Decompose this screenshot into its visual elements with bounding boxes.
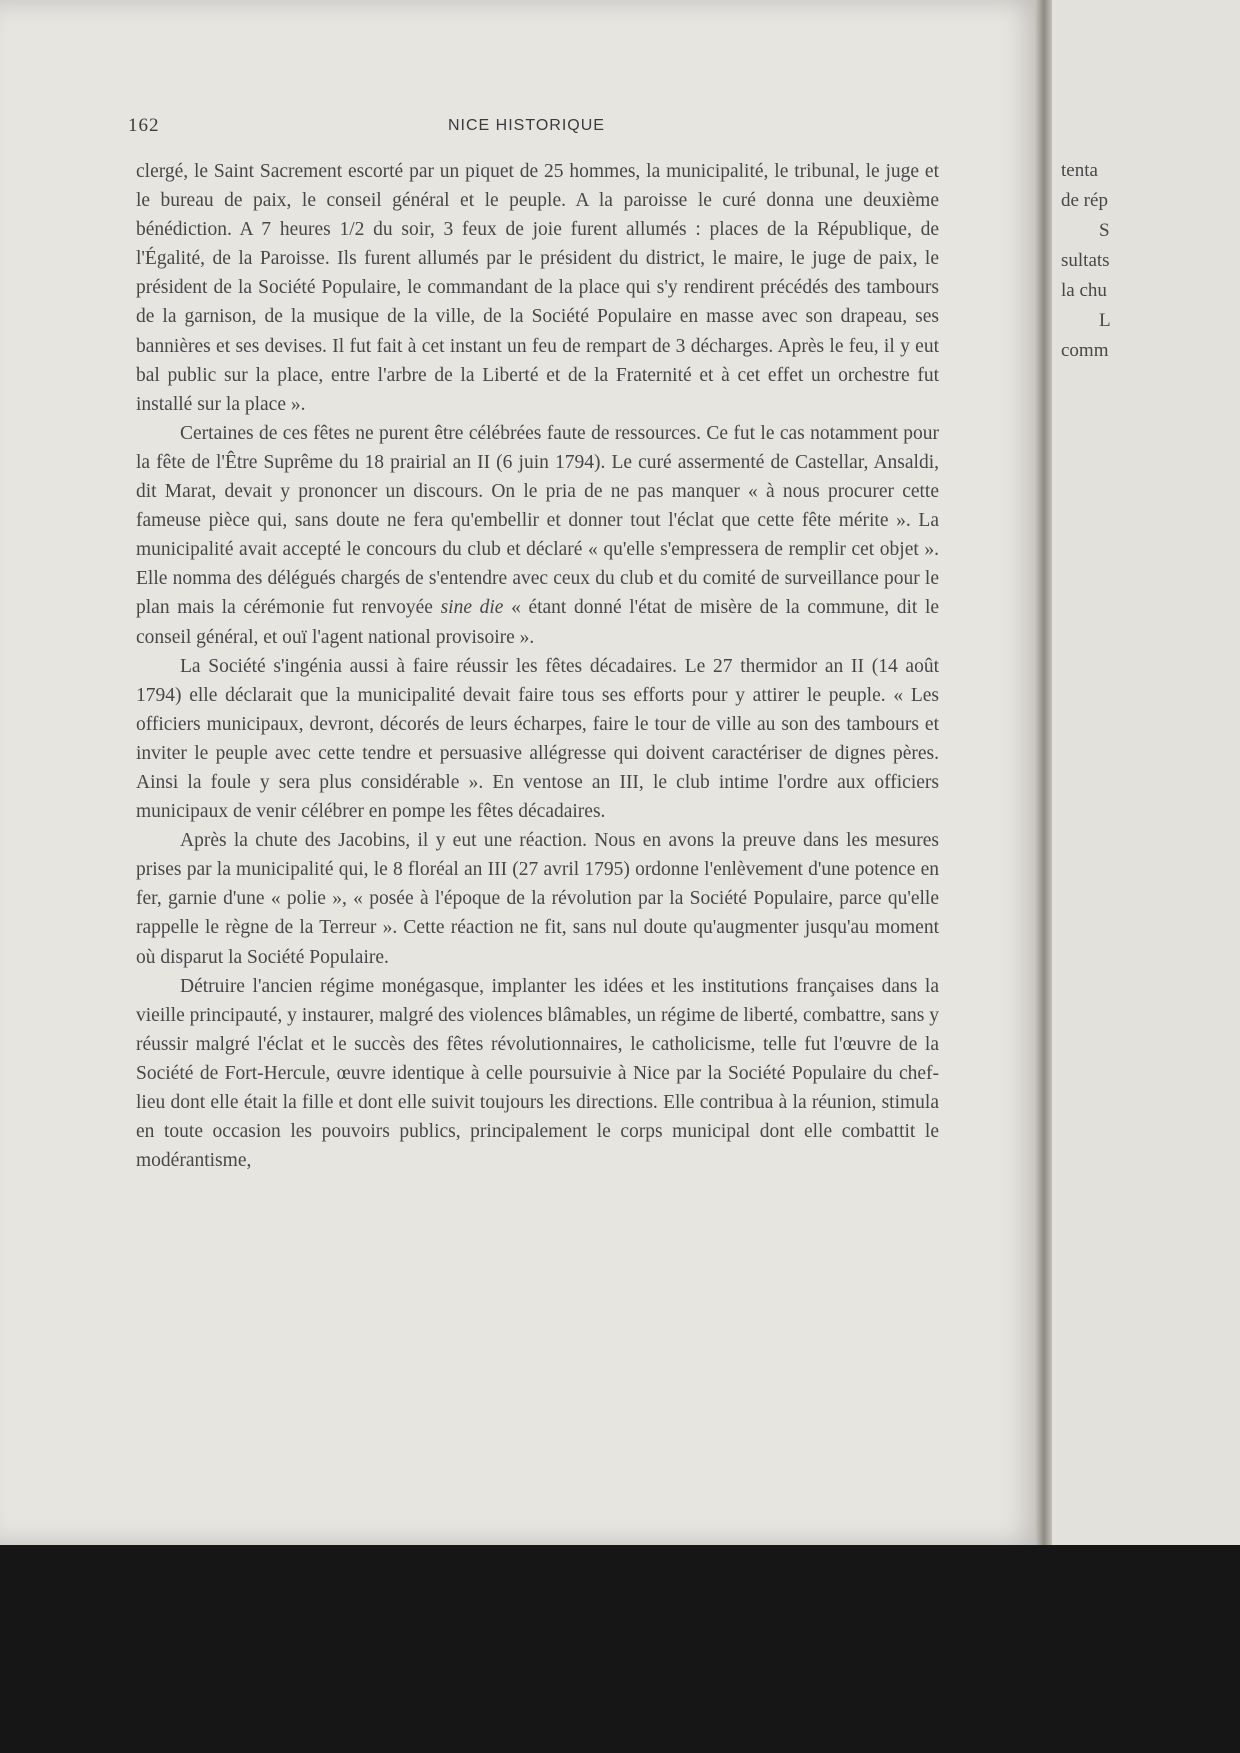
right-fragment-line: de rép [1061, 190, 1108, 211]
right-fragment-line: comm [1061, 340, 1109, 361]
scan-background [0, 1545, 1240, 1753]
paragraph-2 [136, 419, 939, 652]
italic-phrase: sine die [440, 597, 504, 619]
main-text [136, 157, 939, 1175]
right-fragment-line: S [1099, 220, 1110, 241]
right-fragment-line: L [1099, 310, 1111, 331]
right-fragment-line: sultats [1061, 250, 1110, 271]
paragraph-3: La Société s'ingénia aussi à faire réussir les fêtes décadaires. Le 27 thermidor an II (14 août 1794) elle déclarait que la municipalité devait faire tous ses efforts pour y attirer le peuple. « Les officiers municipaux, devront, décorés de leurs écharpes, faire le tour de ville au son des tambours et inviter le peuple avec cette tendre et persuasive allégresse qui doivent caractériser de dignes pères. Ainsi la foule y sera plus considérable ». En ventose an III, le club intime l'ordre aux officiers municipaux de venir célébrer en pompe les fêtes décadaires. [136, 655, 939, 823]
right-fragment-line: la chu [1061, 280, 1107, 301]
paragraph-2-continuation: « étant donné l'état de misère de la commune, dit le conseil général, et ouï l'agent national provisoire ». [136, 597, 940, 648]
paragraph-5: Détruire l'ancien régime monégasque, implanter les idées et les institutions françaises dans la vieille principauté, y instaurer, malgré des violences blâmables, un régime de liberté, combattre, sans y réussir malgré l'éclat et le succès des fêtes révolutionnaires, le catholicisme, telle fut l'œuvre de la Société de Fort-Hercule, œuvre identique à celle poursuivie à Nice par la Société Populaire du chef-lieu dont elle était la fille et dont elle suivit toujours les directions. Elle contribua à la réunion, stimula en toute occasion les pouvoirs publics, principalement le corps municipal dont elle combattit le modérantisme, [136, 975, 939, 1172]
paragraph-1: clergé, le Saint Sacrement escorté par un piquet de 25 hommes, la municipalité, le tribunal, le juge et le bureau de paix, le conseil général et le peuple. A la paroisse le curé donna une deuxième bénédiction. A 7 heures 1/2 du soir, 3 feux de joie furent allumés : places de la République, de l'Égalité, de la Paroisse. Ils furent allumés par le président du district, le maire, le juge de paix, le président de la Société Populaire, le commandant de la place qui s'y rendirent précédés des tambours de la garnison, de la musique de la ville, de la Société Populaire en masse avec son drapeau, ses bannières et ses devises. Il fut fait à cet instant un feu de rempart de 3 décharges. Après le feu, il y eut bal public sur la place, entre l'arbre de la Liberté et de la Fraternité et à cet effet un orchestre fut installé sur la place ». [136, 161, 939, 415]
paragraph-4: Après la chute des Jacobins, il y eut une réaction. Nous en avons la preuve dans les mesures prises par la municipalité qui, le 8 floréal an III (27 avril 1795) ordonne l'enlèvement d'une potence en fer, garnie d'une « polie », « posée à l'époque de la révolution par la Société Populaire, parce qu'elle rappelle le règne de la Terreur ». Cette réaction ne fit, sans nul doute qu'augmenter jusqu'au moment où disparut la Société Populaire. [136, 830, 939, 968]
paragraph-2-text: Certaines de ces fêtes ne purent être célébrées faute de ressources. Ce fut le cas notamment pour la fête de l'Être Suprême du 18 prairial an II (6 juin 1794). Le curé assermenté de Castellar, Ansaldi, dit Marat, devait y prononcer un discours. On le pria de ne pas manquer « à nous procurer cette fameuse pièce qui, sans doute ne fera qu'embellir et donner tout l'éclat que cette fête mérite ». La municipalité avait accepté le concours du club et déclaré « qu'elle s'empressera de remplir cet objet ». Elle nomma des délégués chargés de s'entendre avec ceux du club et du comité de surveillance pour le plan mais la cérémonie fut renvoyée [136, 422, 939, 619]
page-header [128, 115, 938, 139]
page-number: 162 [128, 115, 160, 136]
right-fragment-line: tenta [1061, 160, 1098, 181]
right-page-text-fragments [1061, 156, 1240, 366]
running-title: NICE HISTORIQUE [448, 117, 605, 134]
